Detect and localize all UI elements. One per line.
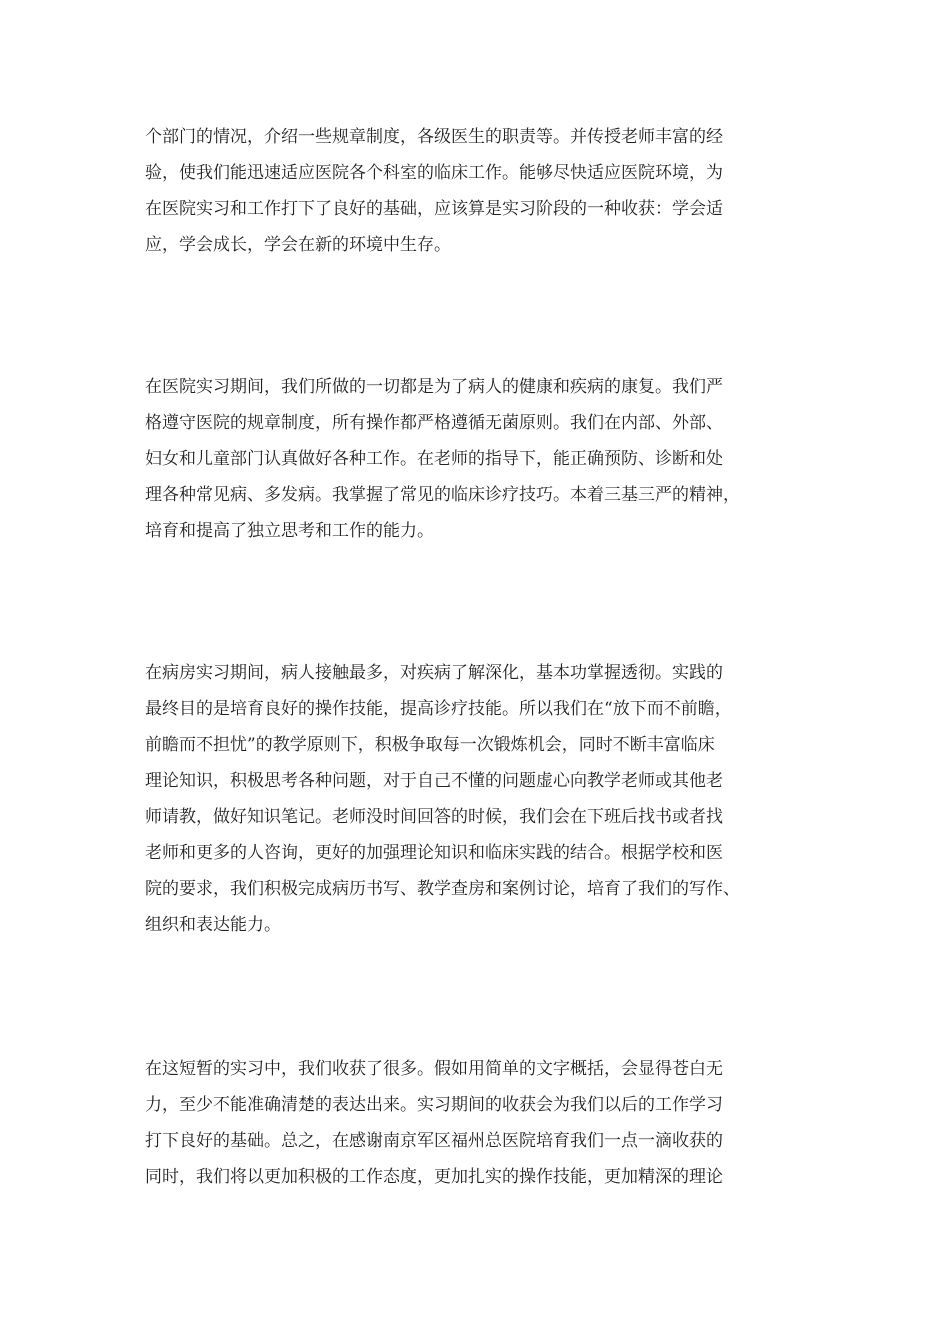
text-line: 前瞻而不担忧”的教学原则下，积极争取每一次锻炼机会，同时不断丰富临床 [145, 735, 715, 755]
text-line: 在医院实习期间，我们所做的一切都是为了病人的健康和疾病的康复。我们严 [145, 377, 723, 397]
paragraph-ward-internship [145, 655, 807, 943]
text-line: 师请教，做好知识笔记。老师没时间回答的时候，我们会在下班后找书或者找 [145, 807, 723, 827]
text-line: 理各种常见病、多发病。我掌握了常见的临床诊疗技巧。本着三基三严的精神， [145, 485, 740, 505]
text-line: 在病房实习期间，病人接触最多，对疾病了解深化，基本功掌握透彻。实践的 [145, 663, 723, 683]
text-line: 同时，我们将以更加积极的工作态度，更加扎实的操作技能，更加精深的理论 [145, 1167, 723, 1187]
text-line: 老师和更多的人咨询，更好的加强理论知识和临床实践的结合。根据学校和医 [145, 843, 723, 863]
text-line: 打下良好的基础。总之，在感谢南京军区福州总医院培育我们一点一滴收获的 [145, 1131, 723, 1151]
paragraph-summary [145, 1051, 807, 1195]
text-line: 组织和表达能力。 [145, 915, 281, 935]
text-line: 在医院实习和工作打下了良好的基础，应该算是实习阶段的一种收获：学会适 [145, 199, 723, 219]
text-line: 个部门的情况，介绍一些规章制度，各级医生的职责等。并传授老师丰富的经 [145, 127, 723, 147]
paragraph-orientation [145, 119, 807, 263]
text-line: 格遵守医院的规章制度，所有操作都严格遵循无菌原则。我们在内部、外部、 [145, 413, 723, 433]
text-line: 最终目的是培育良好的操作技能，提高诊疗技能。所以我们在“放下而不前瞻， [145, 699, 732, 719]
text-line: 力，至少不能准确清楚的表达出来。实习期间的收获会为我们以后的工作学习 [145, 1095, 723, 1115]
text-line: 培育和提高了独立思考和工作的能力。 [145, 521, 434, 541]
text-line: 理论知识，积极思考各种问题，对于自己不懂的问题虚心向教学老师或其他老 [145, 771, 723, 791]
text-line: 妇女和儿童部门认真做好各种工作。在老师的指导下，能正确预防、诊断和处 [145, 449, 723, 469]
paragraph-hospital-internship [145, 369, 807, 549]
text-line: 在这短暂的实习中，我们收获了很多。假如用简单的文字概括，会显得苍白无 [145, 1059, 723, 1079]
text-line: 应，学会成长，学会在新的环境中生存。 [145, 235, 451, 255]
text-line: 院的要求，我们积极完成病历书写、教学查房和案例讨论，培育了我们的写作、 [145, 879, 740, 899]
text-line: 验，使我们能迅速适应医院各个科室的临床工作。能够尽快适应医院环境，为 [145, 163, 723, 183]
